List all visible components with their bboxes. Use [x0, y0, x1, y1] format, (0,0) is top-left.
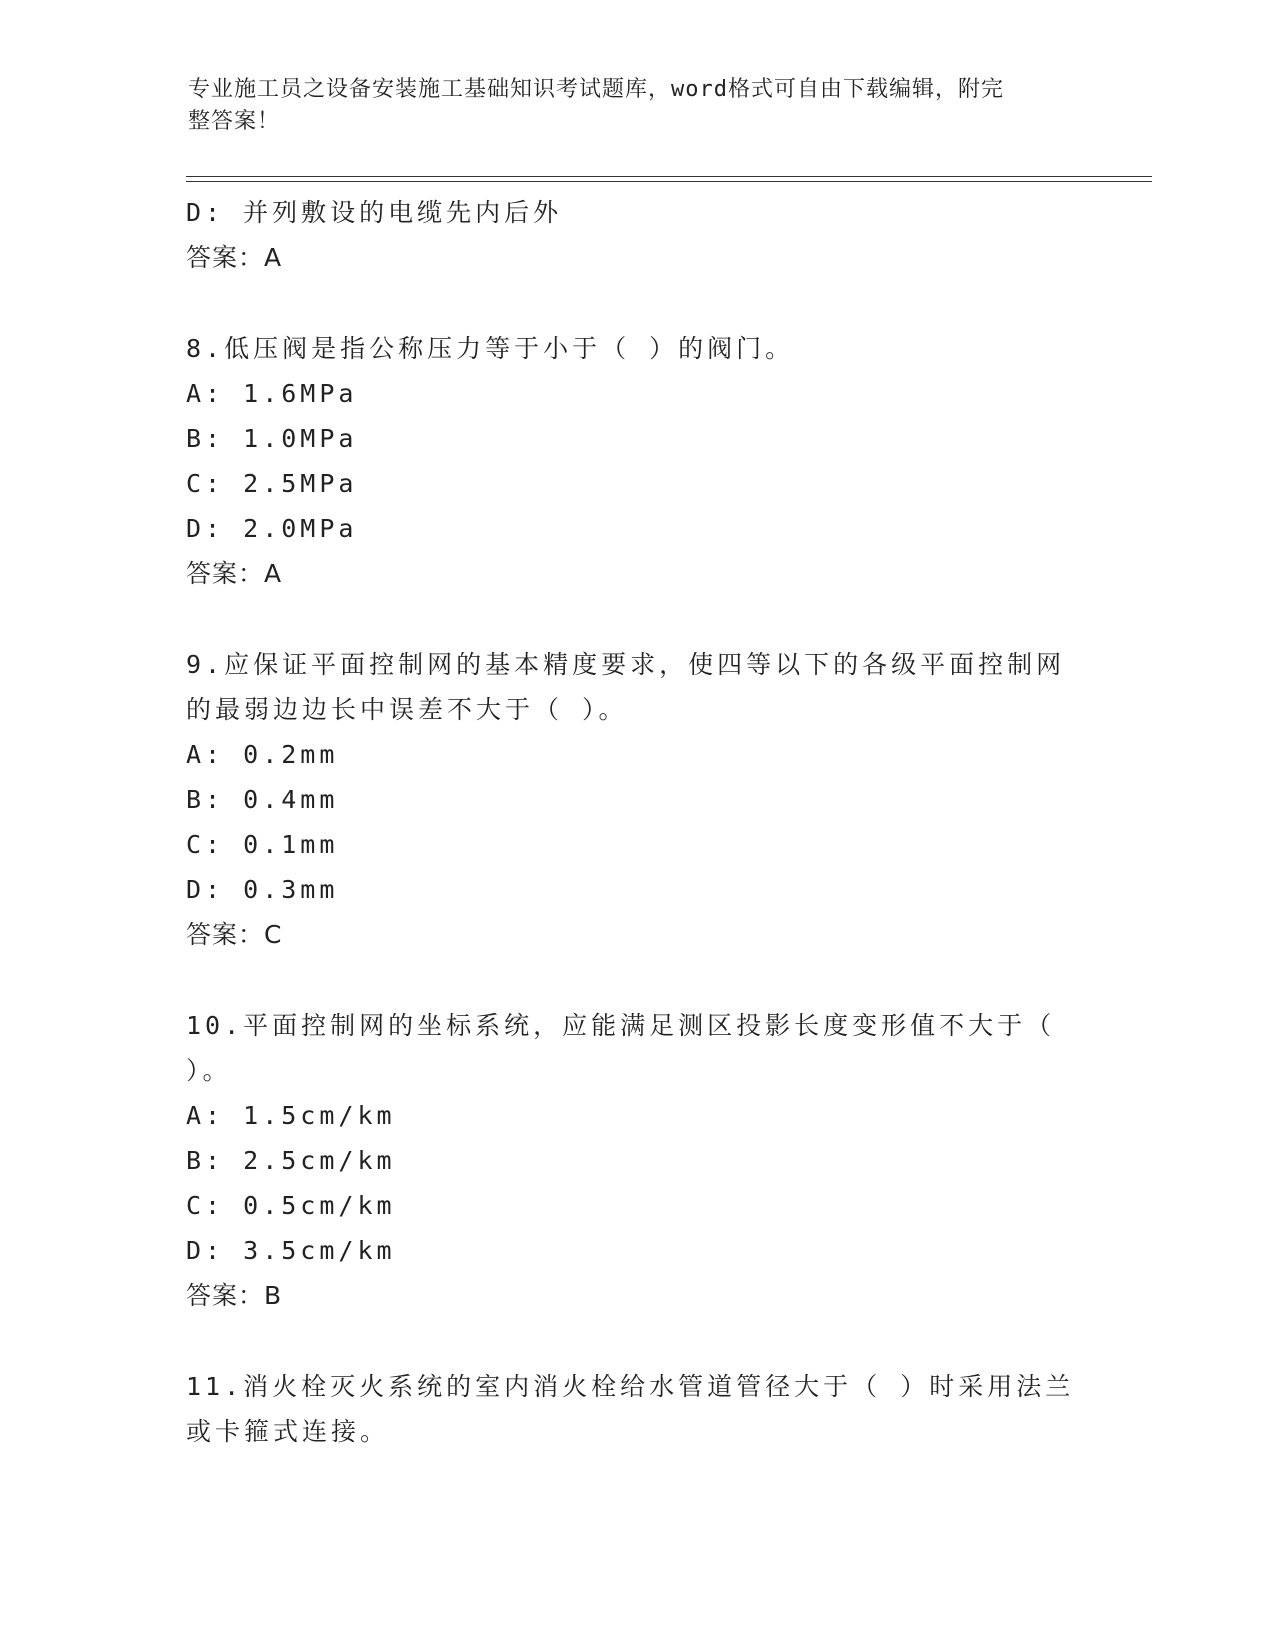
q8-option-d: D: 2.0MPa [186, 514, 358, 543]
q8-stem: 8.低压阀是指公称压力等于小于（ ）的阀门。 [186, 334, 795, 363]
question-content [186, 190, 1075, 1454]
header-line-1: 专业施工员之设备安装施工基础知识考试题库，word格式可自由下载编辑，附完 [188, 77, 1004, 102]
header-line-2: 整答案！ [188, 109, 281, 134]
q10-answer: 答案：B [186, 1281, 283, 1310]
q9-stem-line-2: 的最弱边边长中误差不大于（ ）。 [186, 695, 628, 724]
q9-option-d: D: 0.3mm [186, 875, 339, 904]
q9-option-c: C: 0.1mm [186, 830, 339, 859]
q8-option-b: B: 1.0MPa [186, 424, 358, 453]
q9-stem-line-1: 9.应保证平面控制网的基本精度要求，使四等以下的各级平面控制网 [186, 650, 1066, 679]
q11-stem-line-1: 11.消火栓灭火系统的室内消火栓给水管道管径大于（ ）时采用法兰 [186, 1372, 1075, 1401]
q10-option-b: B: 2.5cm/km [186, 1146, 396, 1175]
q9-answer: 答案：C [186, 920, 283, 949]
q10-stem-line-1: 10.平面控制网的坐标系统，应能满足测区投影长度变形值不大于（ [186, 1011, 1056, 1040]
q10-option-d: D: 3.5cm/km [186, 1236, 396, 1265]
q7-option-d: D: 并列敷设的电缆先内后外 [186, 198, 563, 227]
q8-option-a: A: 1.6MPa [186, 379, 358, 408]
q9-option-b: B: 0.4mm [186, 785, 339, 814]
document-header [188, 74, 1068, 138]
q10-option-a: A: 1.5cm/km [186, 1101, 396, 1130]
q9-option-a: A: 0.2mm [186, 740, 339, 769]
header-rule-bottom [186, 181, 1152, 182]
header-rule-top [186, 176, 1152, 177]
q11-stem-line-2: 或卡箍式连接。 [186, 1417, 390, 1446]
q8-option-c: C: 2.5MPa [186, 469, 358, 498]
q7-answer: 答案：A [186, 243, 283, 272]
q10-stem-line-2: ）。 [186, 1056, 232, 1085]
q10-option-c: C: 0.5cm/km [186, 1191, 396, 1220]
q8-answer: 答案：A [186, 559, 283, 588]
